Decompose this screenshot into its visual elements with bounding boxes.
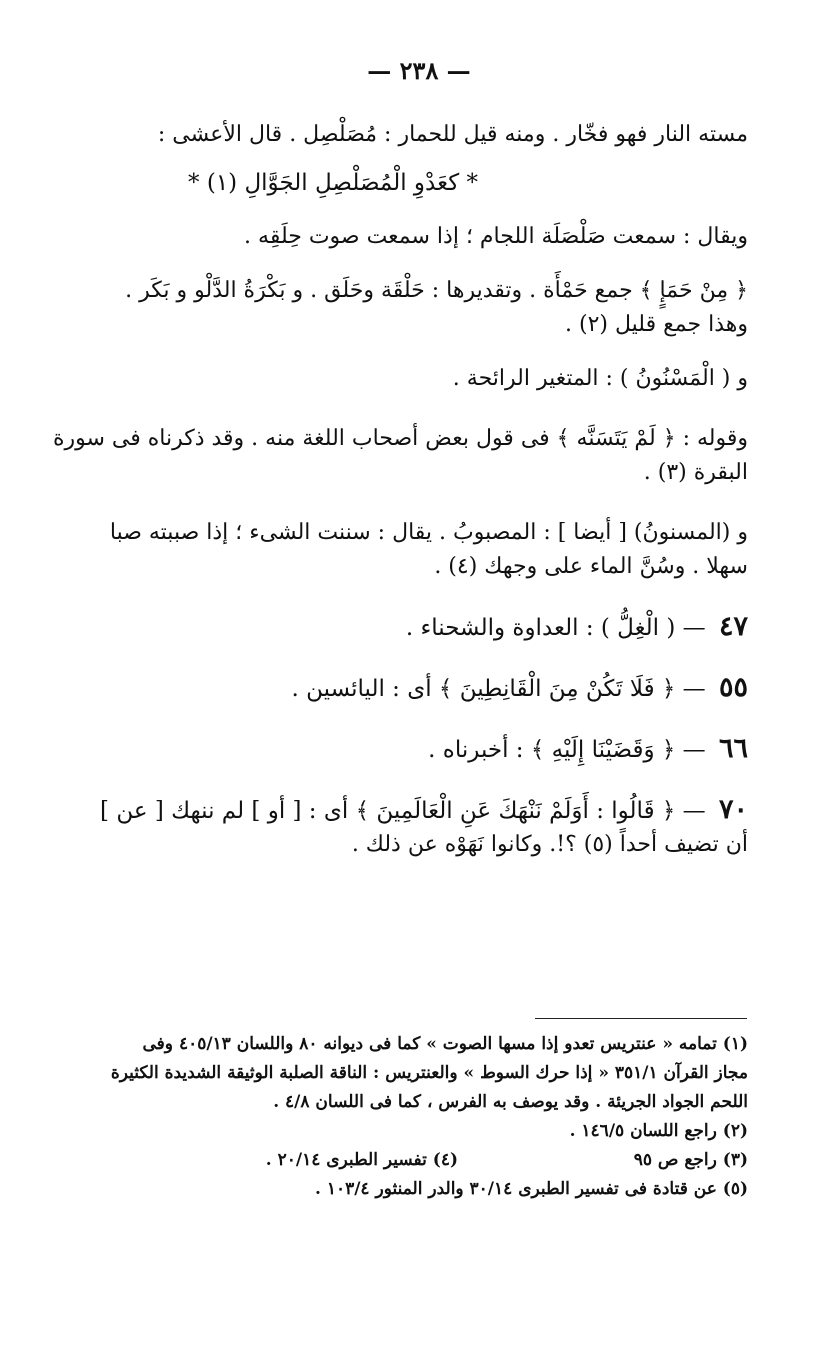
text-line: سهلا . وسُنَّ الماء على وجهك (٤) . [434, 554, 748, 579]
footnote: مجاز القرآن ٣٥١/١ « إذا حرك السوط » والعنتريس : الناقة الصلبة الوثيقة الشديدة الكثيرة [110, 1063, 748, 1083]
text-line: ويقال : سمعت صَلْصَلَة اللجام ؛ إذا سمعت صوت حِلَقِه . [244, 224, 748, 249]
verse-entry [58, 793, 748, 828]
footnote-divider [535, 1018, 747, 1019]
verse-entry [58, 610, 748, 645]
verse-number: ٦٦ [718, 733, 748, 764]
verse-number: ٤٧ [718, 611, 748, 642]
footnote-pair [60, 1146, 748, 1175]
footnote: (١) تمامه « عنتريس تعدو إذا مسها الصوت » كما فى ديوانه ٨٠ واللسان ٤٠٥/١٣ وفى [142, 1034, 748, 1054]
verse-gloss: — ﴿ وَقَضَيْنَا إِلَيْهِ ﴾ : أخبرناه . [428, 737, 706, 763]
verse-gloss: — ﴿ قَالُوا : أَوَلَمْ نَنْهَكَ عَنِ الْعَالَمِينَ ﴾ أى : [ أو ] لم ننهك [ عن ] [100, 798, 706, 824]
text-line: و ( الْمَسْنُونُ ) : المتغير الرائحة . [452, 366, 748, 391]
footnote: اللحم الجواد الجريئة . وقد يوصف به الفرس ، كما فى اللسان ٤/٨ . [273, 1092, 748, 1112]
verse-number: ٥٥ [718, 672, 748, 703]
text-line: مسته النار فهو فخّار . ومنه قيل للحمار : مُصَلْصِل . قال الأعشى : [157, 122, 748, 147]
footnote: (٤) تفسير الطبرى ٢٠/١٤ . [265, 1150, 458, 1170]
verse-gloss: — ﴿ فَلَا تَكُنْ مِنَ الْقَانِطِينَ ﴾ أى : اليائسين . [291, 676, 706, 702]
text-line: البقرة (٣) . [643, 460, 748, 485]
footnote: (٣) راجع ص ٩٥ [633, 1150, 748, 1170]
verse-entry [58, 671, 748, 706]
poetry-verse: * كعَدْوِ الْمُصَلْصِلِ الجَوَّالِ (١) * [188, 170, 478, 196]
footnote: (٥) عن قتادة فى تفسير الطبرى ٣٠/١٤ والدر المنثور ١٠٣/٤ . [314, 1179, 748, 1199]
text-line: ﴿ مِنْ حَمَإٍ ﴾ جمع حَمْأَة . وتقديرها : حَلْقَة وحَلَق . و بَكْرَةُ الدَّلْو و بَكَر . [125, 278, 748, 303]
text-line: وقوله : ﴿ لَمْ يَتَسَنَّه ﴾ فى قول بعض أصحاب اللغة منه . وقد ذكرناه فى سورة [52, 426, 748, 451]
main-text [52, 118, 748, 862]
text-line: أن تضيف أحداً (٥) ؟!. وكانوا نَهَوْه عن ذلك . [351, 832, 748, 857]
verse-gloss: — ( الْغِلُّ ) : العداوة والشحناء . [405, 615, 706, 641]
footnote: (٢) راجع اللسان ١٤٦/٥ . [569, 1121, 748, 1141]
text-line: وهذا جمع قليل (٢) . [565, 312, 748, 337]
page-number: — ٢٣٨ — [367, 56, 471, 85]
text-line: و (المسنونُ) [ أيضا ] : المصبوبُ . يقال : سننت الشىء ؛ إذا صببته صبا [109, 520, 748, 545]
verse-entry [58, 732, 748, 767]
verse-number: ٧٠ [718, 794, 748, 825]
footnotes [60, 1030, 748, 1204]
